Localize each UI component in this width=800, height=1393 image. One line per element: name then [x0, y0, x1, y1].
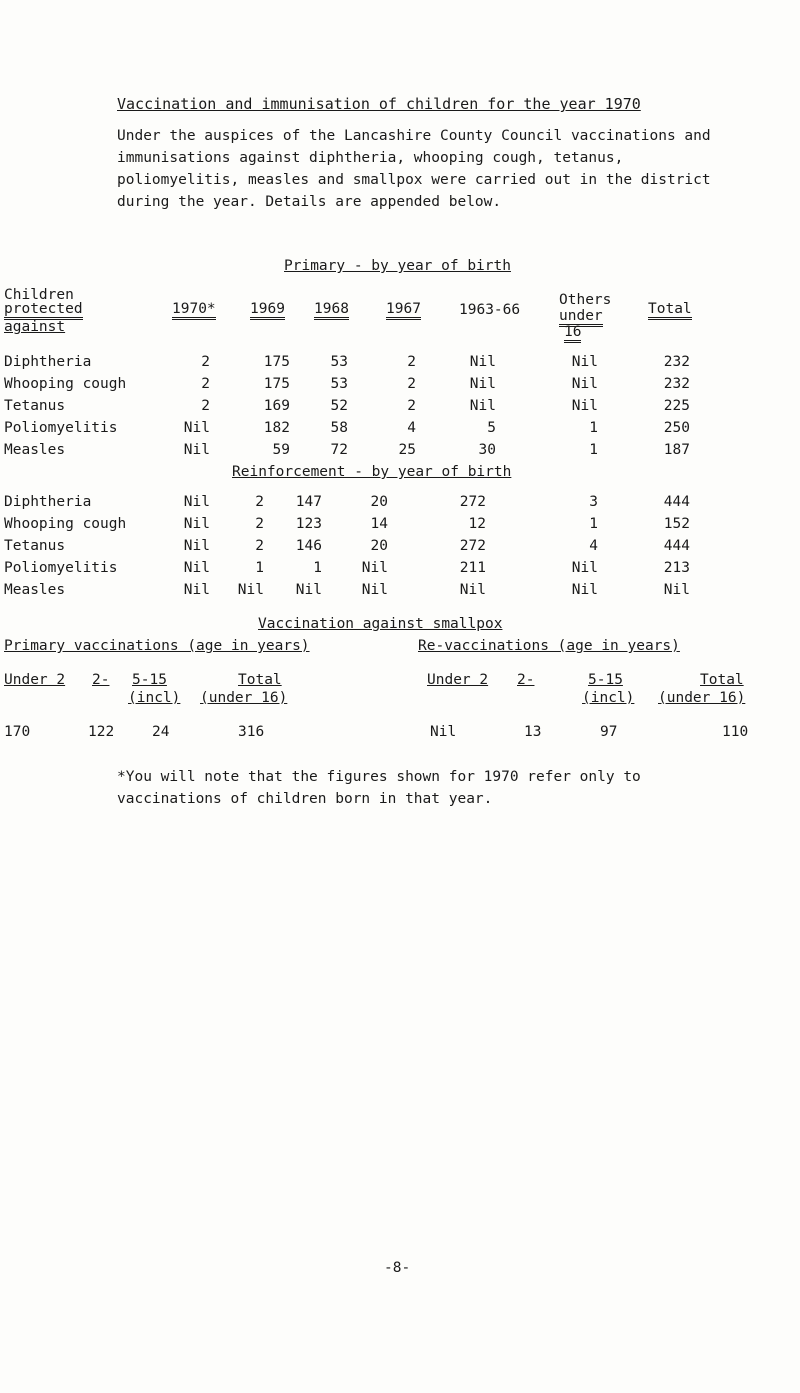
table-row	[0, 538, 800, 560]
table-cell: 272	[459, 538, 486, 554]
table-cell: Nil	[571, 376, 598, 392]
table-row	[0, 420, 800, 442]
table-cell: 58	[330, 420, 348, 436]
page-number: -8-	[384, 1260, 411, 1276]
table-cell: 53	[330, 354, 348, 370]
table-cell: 232	[663, 354, 690, 370]
row-label: Whooping cough	[4, 516, 127, 532]
table-cell: 2	[201, 376, 210, 392]
table-cell: 1	[313, 560, 322, 576]
header-under: under	[559, 309, 603, 327]
reinforcement-heading: Reinforcement - by year of birth	[232, 464, 512, 480]
row-label: Tetanus	[4, 398, 66, 414]
table-cell: 2	[255, 538, 264, 554]
table-cell: Nil	[183, 560, 210, 576]
table-cell: 3	[589, 494, 598, 510]
table-cell: Nil	[430, 724, 457, 740]
table-cell: 4	[407, 420, 416, 436]
table-row	[0, 516, 800, 538]
table-cell: Nil	[469, 354, 496, 370]
table-cell: 444	[663, 538, 690, 554]
table-cell: Nil	[571, 582, 598, 598]
table-cell: 444	[663, 494, 690, 510]
table-cell: 14	[370, 516, 388, 532]
table-cell: 2	[407, 398, 416, 414]
col-2: 2-	[517, 672, 535, 688]
table-cell: Nil	[183, 582, 210, 598]
table-cell: Nil	[571, 398, 598, 414]
table-cell: 1	[589, 516, 598, 532]
table-cell: 4	[589, 538, 598, 554]
table-cell: 213	[663, 560, 690, 576]
col-5-15: 5-15	[588, 672, 623, 688]
table-row	[0, 494, 800, 516]
table-cell: 12	[468, 516, 486, 532]
table-cell: 225	[663, 398, 690, 414]
table-row	[0, 398, 800, 420]
row-label: Diphtheria	[4, 494, 92, 510]
col-under-2: Under 2	[427, 672, 489, 688]
header-1967: 1967	[386, 302, 421, 320]
table-cell: 232	[663, 376, 690, 392]
smallpox-heading: Vaccination against smallpox	[258, 616, 503, 632]
table-cell: 97	[600, 724, 618, 740]
table-cell: Nil	[183, 420, 210, 436]
primary-heading: Primary - by year of birth	[284, 258, 511, 274]
table-cell: 20	[370, 494, 388, 510]
table-cell: Nil	[183, 442, 210, 458]
col-incl: (incl)	[128, 690, 181, 706]
table-cell: Nil	[459, 582, 486, 598]
smallpox-primary-heading: Primary vaccinations (age in years)	[4, 638, 310, 654]
table-cell: 272	[459, 494, 486, 510]
row-label: Tetanus	[4, 538, 66, 554]
table-cell: 175	[263, 354, 290, 370]
table-cell: 53	[330, 376, 348, 392]
table-row	[0, 560, 800, 582]
header-protected: protected	[4, 302, 83, 320]
table-cell: 2	[407, 354, 416, 370]
header-1968: 1968	[314, 302, 349, 320]
table-row	[0, 376, 800, 398]
col-incl: (incl)	[582, 690, 635, 706]
footnote	[117, 766, 641, 810]
header-others: Others	[559, 292, 612, 308]
row-label: Poliomyelitis	[4, 560, 118, 576]
table-cell: Nil	[183, 516, 210, 532]
table-cell: 13	[524, 724, 542, 740]
table-cell: 2	[255, 516, 264, 532]
header-16: 16	[564, 325, 581, 343]
footnote-line-2: vaccinations of children born in that year.	[117, 791, 493, 807]
header-1970: 1970*	[172, 302, 216, 320]
table-cell: Nil	[571, 354, 598, 370]
col-under-2: Under 2	[4, 672, 66, 688]
table-cell: 187	[663, 442, 690, 458]
table-cell: Nil	[183, 538, 210, 554]
col-total: Total	[700, 672, 744, 688]
col-2: 2-	[92, 672, 110, 688]
table-cell: Nil	[237, 582, 264, 598]
table-cell: Nil	[361, 560, 388, 576]
table-cell: 1	[589, 442, 598, 458]
table-cell: Nil	[663, 582, 690, 598]
smallpox-revacc-heading: Re-vaccinations (age in years)	[418, 638, 680, 654]
col-5-15: 5-15	[132, 672, 167, 688]
table-cell: 211	[459, 560, 486, 576]
table-cell: Nil	[469, 376, 496, 392]
table-cell: 5	[487, 420, 496, 436]
table-cell: 20	[370, 538, 388, 554]
table-cell: Nil	[469, 398, 496, 414]
table-cell: 110	[722, 724, 749, 740]
table-cell: 123	[295, 516, 322, 532]
header-1969: 1969	[250, 302, 285, 320]
table-cell: Nil	[295, 582, 322, 598]
table-cell: 2	[407, 376, 416, 392]
header-total: Total	[648, 302, 692, 320]
table-cell: Nil	[571, 560, 598, 576]
table-cell: 52	[330, 398, 348, 414]
table-cell: 175	[263, 376, 290, 392]
table-cell: 152	[663, 516, 690, 532]
row-label: Measles	[4, 582, 66, 598]
table-cell: 147	[295, 494, 322, 510]
table-row	[0, 442, 800, 464]
table-cell: 59	[272, 442, 290, 458]
row-label: Poliomyelitis	[4, 420, 118, 436]
col-under-16: (under 16)	[200, 690, 288, 706]
table-cell: Nil	[183, 494, 210, 510]
table-cell: 146	[295, 538, 322, 554]
table-cell: 169	[263, 398, 290, 414]
col-under-16: (under 16)	[658, 690, 746, 706]
table-cell: 1	[589, 420, 598, 436]
table-cell: 1	[255, 560, 264, 576]
row-label: Diphtheria	[4, 354, 92, 370]
table-cell: 122	[88, 724, 115, 740]
table-cell: 250	[663, 420, 690, 436]
header-1963-66: 1963-66	[459, 302, 521, 318]
table-cell: 316	[238, 724, 265, 740]
table-cell: 72	[330, 442, 348, 458]
table-row	[0, 582, 800, 604]
table-cell: 30	[478, 442, 496, 458]
table-cell: 2	[201, 398, 210, 414]
table-cell: 2	[255, 494, 264, 510]
table-cell: 170	[4, 724, 31, 740]
row-label: Whooping cough	[4, 376, 127, 392]
footnote-line-1: *You will note that the figures shown for 1970 refer only to	[117, 769, 641, 785]
table-row	[0, 354, 800, 376]
page-title: Vaccination and immunisation of children for the year 1970	[117, 95, 641, 113]
header-against: against	[4, 319, 66, 335]
intro-paragraph: Under the auspices of the Lancashire County Council vaccinations and immunisations against diphtheria, whooping cough, tetanus, poliomyelitis, measles and smallpox were carried out in the district during the year. Details are appended below.	[117, 128, 711, 210]
table-cell: 182	[263, 420, 290, 436]
table-cell: 24	[152, 724, 170, 740]
col-total: Total	[238, 672, 282, 688]
table-cell: 25	[398, 442, 416, 458]
header-children: Children	[4, 287, 74, 303]
row-label: Measles	[4, 442, 66, 458]
table-cell: Nil	[361, 582, 388, 598]
table-cell: 2	[201, 354, 210, 370]
